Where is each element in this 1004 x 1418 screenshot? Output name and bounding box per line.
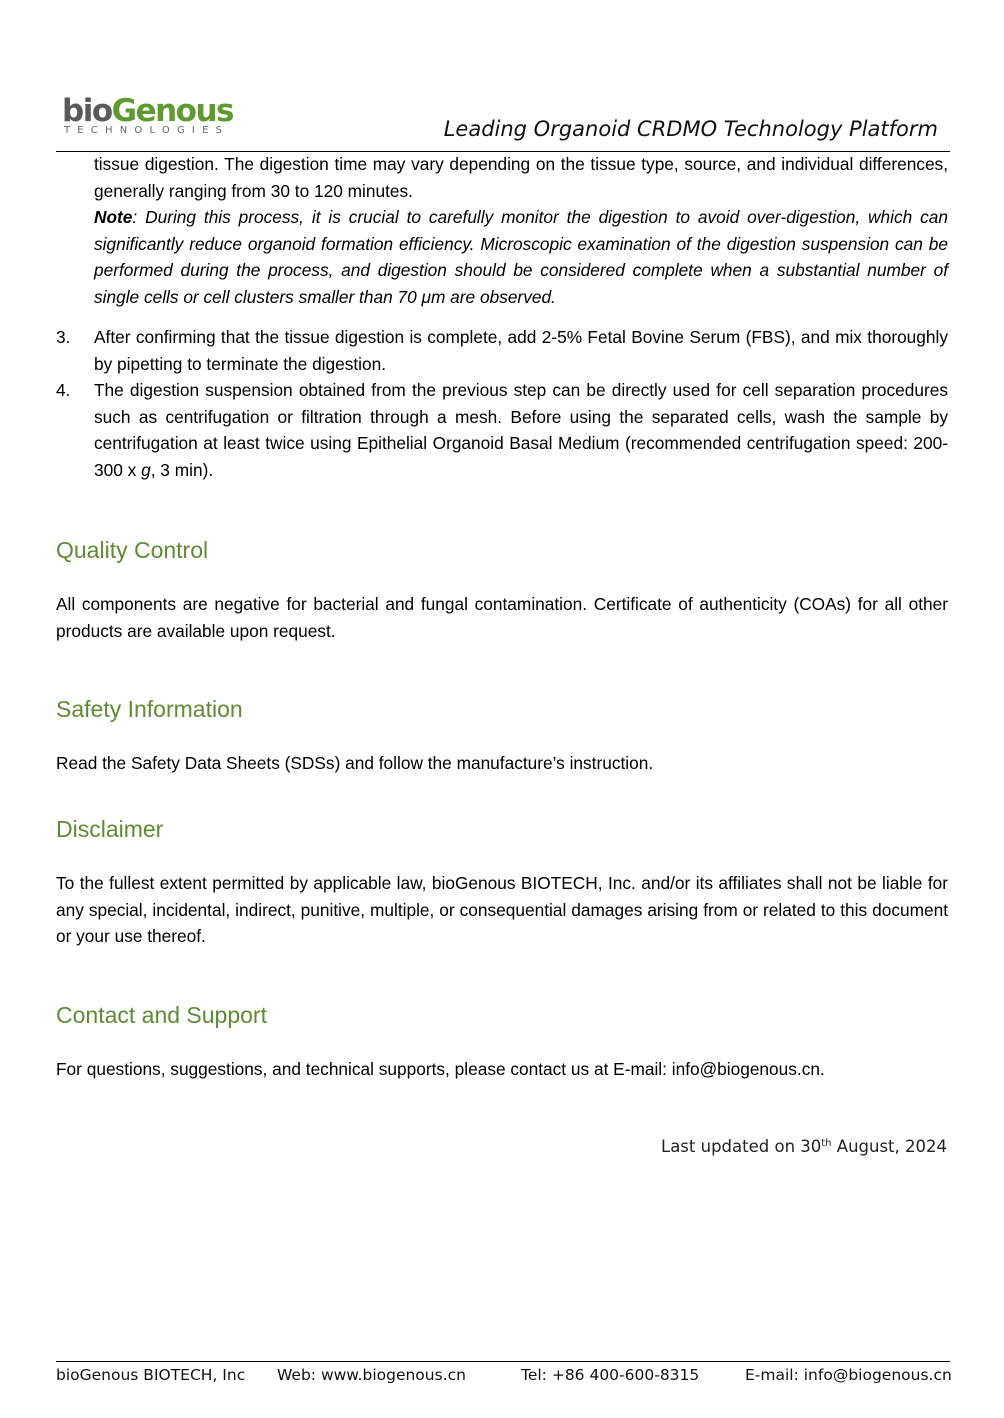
contact-text: For questions, suggestions, and technical supports, please contact us at E-mail: info@biogenous.cn.	[56, 1059, 825, 1079]
footer-email: E-mail: info@biogenous.cn	[745, 1366, 952, 1384]
footer-web: Web: www.biogenous.cn	[277, 1366, 466, 1384]
last-updated-suffix: August, 2024	[831, 1137, 947, 1156]
section-heading-safety: Safety Information	[56, 696, 243, 722]
list-item-text	[94, 377, 948, 483]
footer-tel: Tel: +86 400-600-8315	[521, 1366, 700, 1384]
note-text: : During this process, it is crucial to carefully monitor the digestion to avoid over-digestion, which can significantly reduce organoid formation efficiency. Microscopic examination of the digestion suspension can be performed during the process, and digestion should be considered complete when a substantial number of single cells or cell clusters smaller than 70 μm are observed.	[94, 207, 948, 307]
disclaimer-text: To the fullest extent permitted by applicable law, bioGenous BIOTECH, Inc. and/or its affiliates shall not be liable for any special, incidental, indirect, punitive, multiple, or consequential damages arising from or related to this document or your use thereof.	[56, 873, 948, 947]
footer-company: bioGenous BIOTECH, Inc	[56, 1366, 246, 1384]
section-heading-disclaimer: Disclaimer	[56, 816, 164, 842]
footer-divider	[56, 1361, 950, 1362]
logo-subtitle: TECHNOLOGIES	[64, 125, 230, 136]
last-updated-prefix: Last updated on 30	[661, 1137, 822, 1156]
quality-control-text: All components are negative for bacterial and fungal contamination. Certificate of authenticity (COAs) for all other products are available upon request.	[56, 594, 948, 641]
section-heading-quality-control: Quality Control	[56, 537, 209, 563]
section-heading-contact: Contact and Support	[56, 1002, 267, 1028]
logo-wordmark	[62, 93, 233, 129]
list-item-number: 3.	[56, 327, 71, 347]
safety-text: Read the Safety Data Sheets (SDSs) and follow the manufacture’s instruction.	[56, 753, 654, 773]
digestion-note	[94, 204, 948, 310]
list-item-number: 4.	[56, 380, 71, 400]
list-item-text-part: , 3 min).	[150, 459, 214, 480]
step-continued-text: tissue digestion. The digestion time may vary depending on the tissue type, source, and individual differences, generally ranging from 30 to 120 minutes.	[94, 154, 948, 201]
header-tagline: Leading Organoid CRDMO Technology Platform	[443, 117, 938, 141]
gravity-unit: g	[141, 459, 151, 480]
list-item-text: After confirming that the tissue digestion is complete, add 2-5% Fetal Bovine Serum (FBS), and mix thoroughly by pipetting to terminate the digestion.	[94, 327, 948, 374]
last-updated-ordinal: th	[821, 1138, 832, 1149]
company-logo	[62, 93, 262, 141]
last-updated	[661, 1137, 947, 1156]
logo-genous-text: Genous	[111, 93, 233, 129]
list-item-text-part: The digestion suspension obtained from the previous step can be directly used for cell separation procedures such as centrifugation or filtration through a mesh. Before using the separated cells, wash the sample by centrifugation at least twice using Epithelial Organoid Basal Medium (recommended centrifugation speed: 200-300 x	[94, 380, 948, 480]
note-label: Note	[94, 207, 133, 227]
logo-bio-text: bio	[62, 93, 112, 129]
